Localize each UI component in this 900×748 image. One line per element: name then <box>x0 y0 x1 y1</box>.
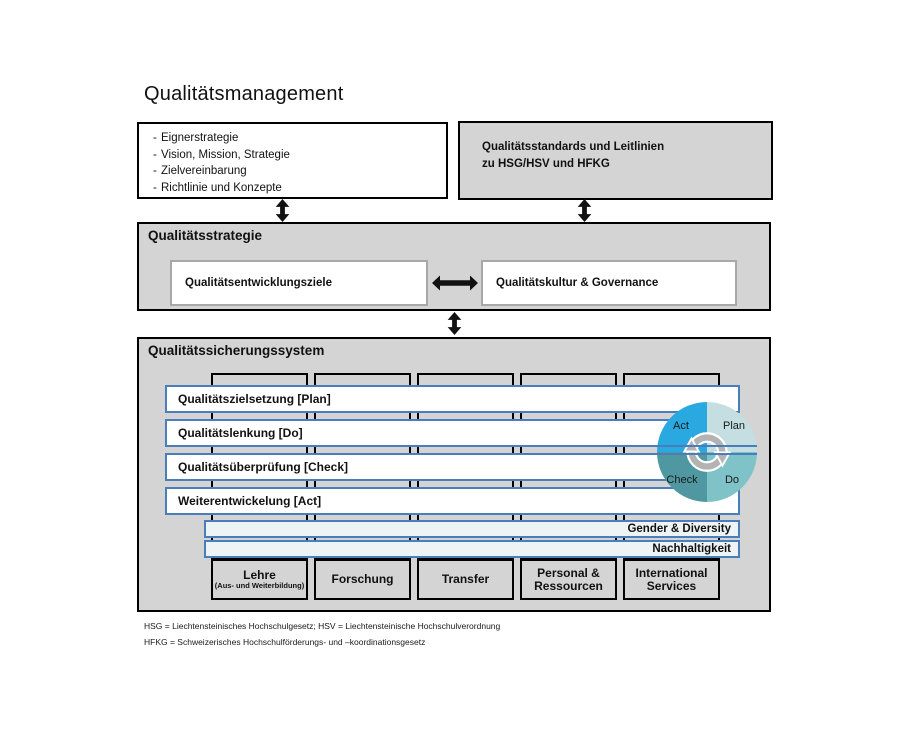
list-item <box>139 163 446 180</box>
page-title: Qualitätsmanagement <box>144 83 344 105</box>
quality-assurance-system-heading: Qualitätssicherungssystem <box>148 343 325 358</box>
bar-label: Nachhaltigkeit <box>652 543 731 555</box>
area-box-personal-ressourcen <box>520 559 617 600</box>
pdca-label-check: Check <box>666 474 698 486</box>
pdca-label-plan: Plan <box>722 420 746 432</box>
double-arrow-down-icon <box>577 199 592 222</box>
list-item-label: Richtlinie und Konzepte <box>161 181 282 194</box>
list-item-label: Zielvereinbarung <box>161 165 247 177</box>
box-label: Qualitätsentwicklungsziele <box>185 277 332 289</box>
area-box-lehre <box>211 559 308 600</box>
bullet-dash: - <box>153 165 157 177</box>
pdca-cycle-icon <box>678 423 736 481</box>
quality-culture-governance-box <box>481 260 737 306</box>
area-subtitle: (Aus- und Weiterbildung) <box>214 581 305 591</box>
pdca-label-act: Act <box>673 420 689 432</box>
area-box-international-services <box>623 559 720 600</box>
area-title: Lehre <box>243 567 276 582</box>
pdca-bar-check <box>165 453 740 481</box>
pdca-label-do: Do <box>724 474 740 486</box>
box-label: Qualitätskultur & Governance <box>496 277 659 289</box>
standards-line: Qualitätsstandards und Leitlinien <box>482 141 665 153</box>
area-title: International Services <box>635 566 708 593</box>
cross-bar-gender-diversity <box>204 520 740 538</box>
pdca-bar-do <box>165 419 740 447</box>
pdca-bar-act <box>165 487 740 515</box>
footnote-hfkg: HFKG = Schweizerisches Hochschulförderungs- und –koordinationsgesetz <box>144 637 426 647</box>
bar-label: Qualitätsüberprüfung [Check] <box>178 460 349 474</box>
double-arrow-horizontal-icon <box>432 275 478 291</box>
footnote-hsg-hsv: HSG = Liechtensteinisches Hochschulgesetz; HSV = Liechtensteinische Hochschulverordnung <box>144 621 501 631</box>
bullet-dash: - <box>153 148 157 161</box>
list-item <box>139 147 446 164</box>
bar-label: Qualitätszielsetzung [Plan] <box>178 392 331 406</box>
quality-standards-box <box>458 121 773 200</box>
bar-label: Gender & Diversity <box>627 523 731 535</box>
quality-development-goals-box <box>170 260 428 306</box>
bar-border-overlay <box>657 453 757 455</box>
owner-strategy-box <box>137 122 448 199</box>
bullet-dash: - <box>153 181 157 194</box>
double-arrow-down-icon <box>447 312 462 335</box>
pdca-bar-plan <box>165 385 740 413</box>
list-item-label: Eignerstrategie <box>161 132 239 144</box>
area-title: Personal & Ressourcen <box>534 566 603 593</box>
list-item <box>139 130 446 147</box>
double-arrow-down-icon <box>275 199 290 222</box>
bar-label: Weiterentwickelung [Act] <box>178 494 322 508</box>
area-box-forschung <box>314 559 411 600</box>
bar-border-overlay <box>657 445 757 447</box>
bar-label: Qualitätslenkung [Do] <box>178 426 303 440</box>
area-box-transfer <box>417 559 514 600</box>
standards-line: zu HSG/HSV und HFKG <box>482 158 610 170</box>
area-title: Transfer <box>441 572 490 587</box>
list-item-label: Vision, Mission, Strategie <box>161 148 290 161</box>
cross-bar-nachhaltigkeit <box>204 540 740 558</box>
quality-strategy-heading: Qualitätsstrategie <box>148 228 263 243</box>
pdca-wheel <box>657 402 757 502</box>
bullet-dash: - <box>153 132 157 144</box>
area-title: Forschung <box>331 572 394 587</box>
list-item <box>139 180 446 197</box>
